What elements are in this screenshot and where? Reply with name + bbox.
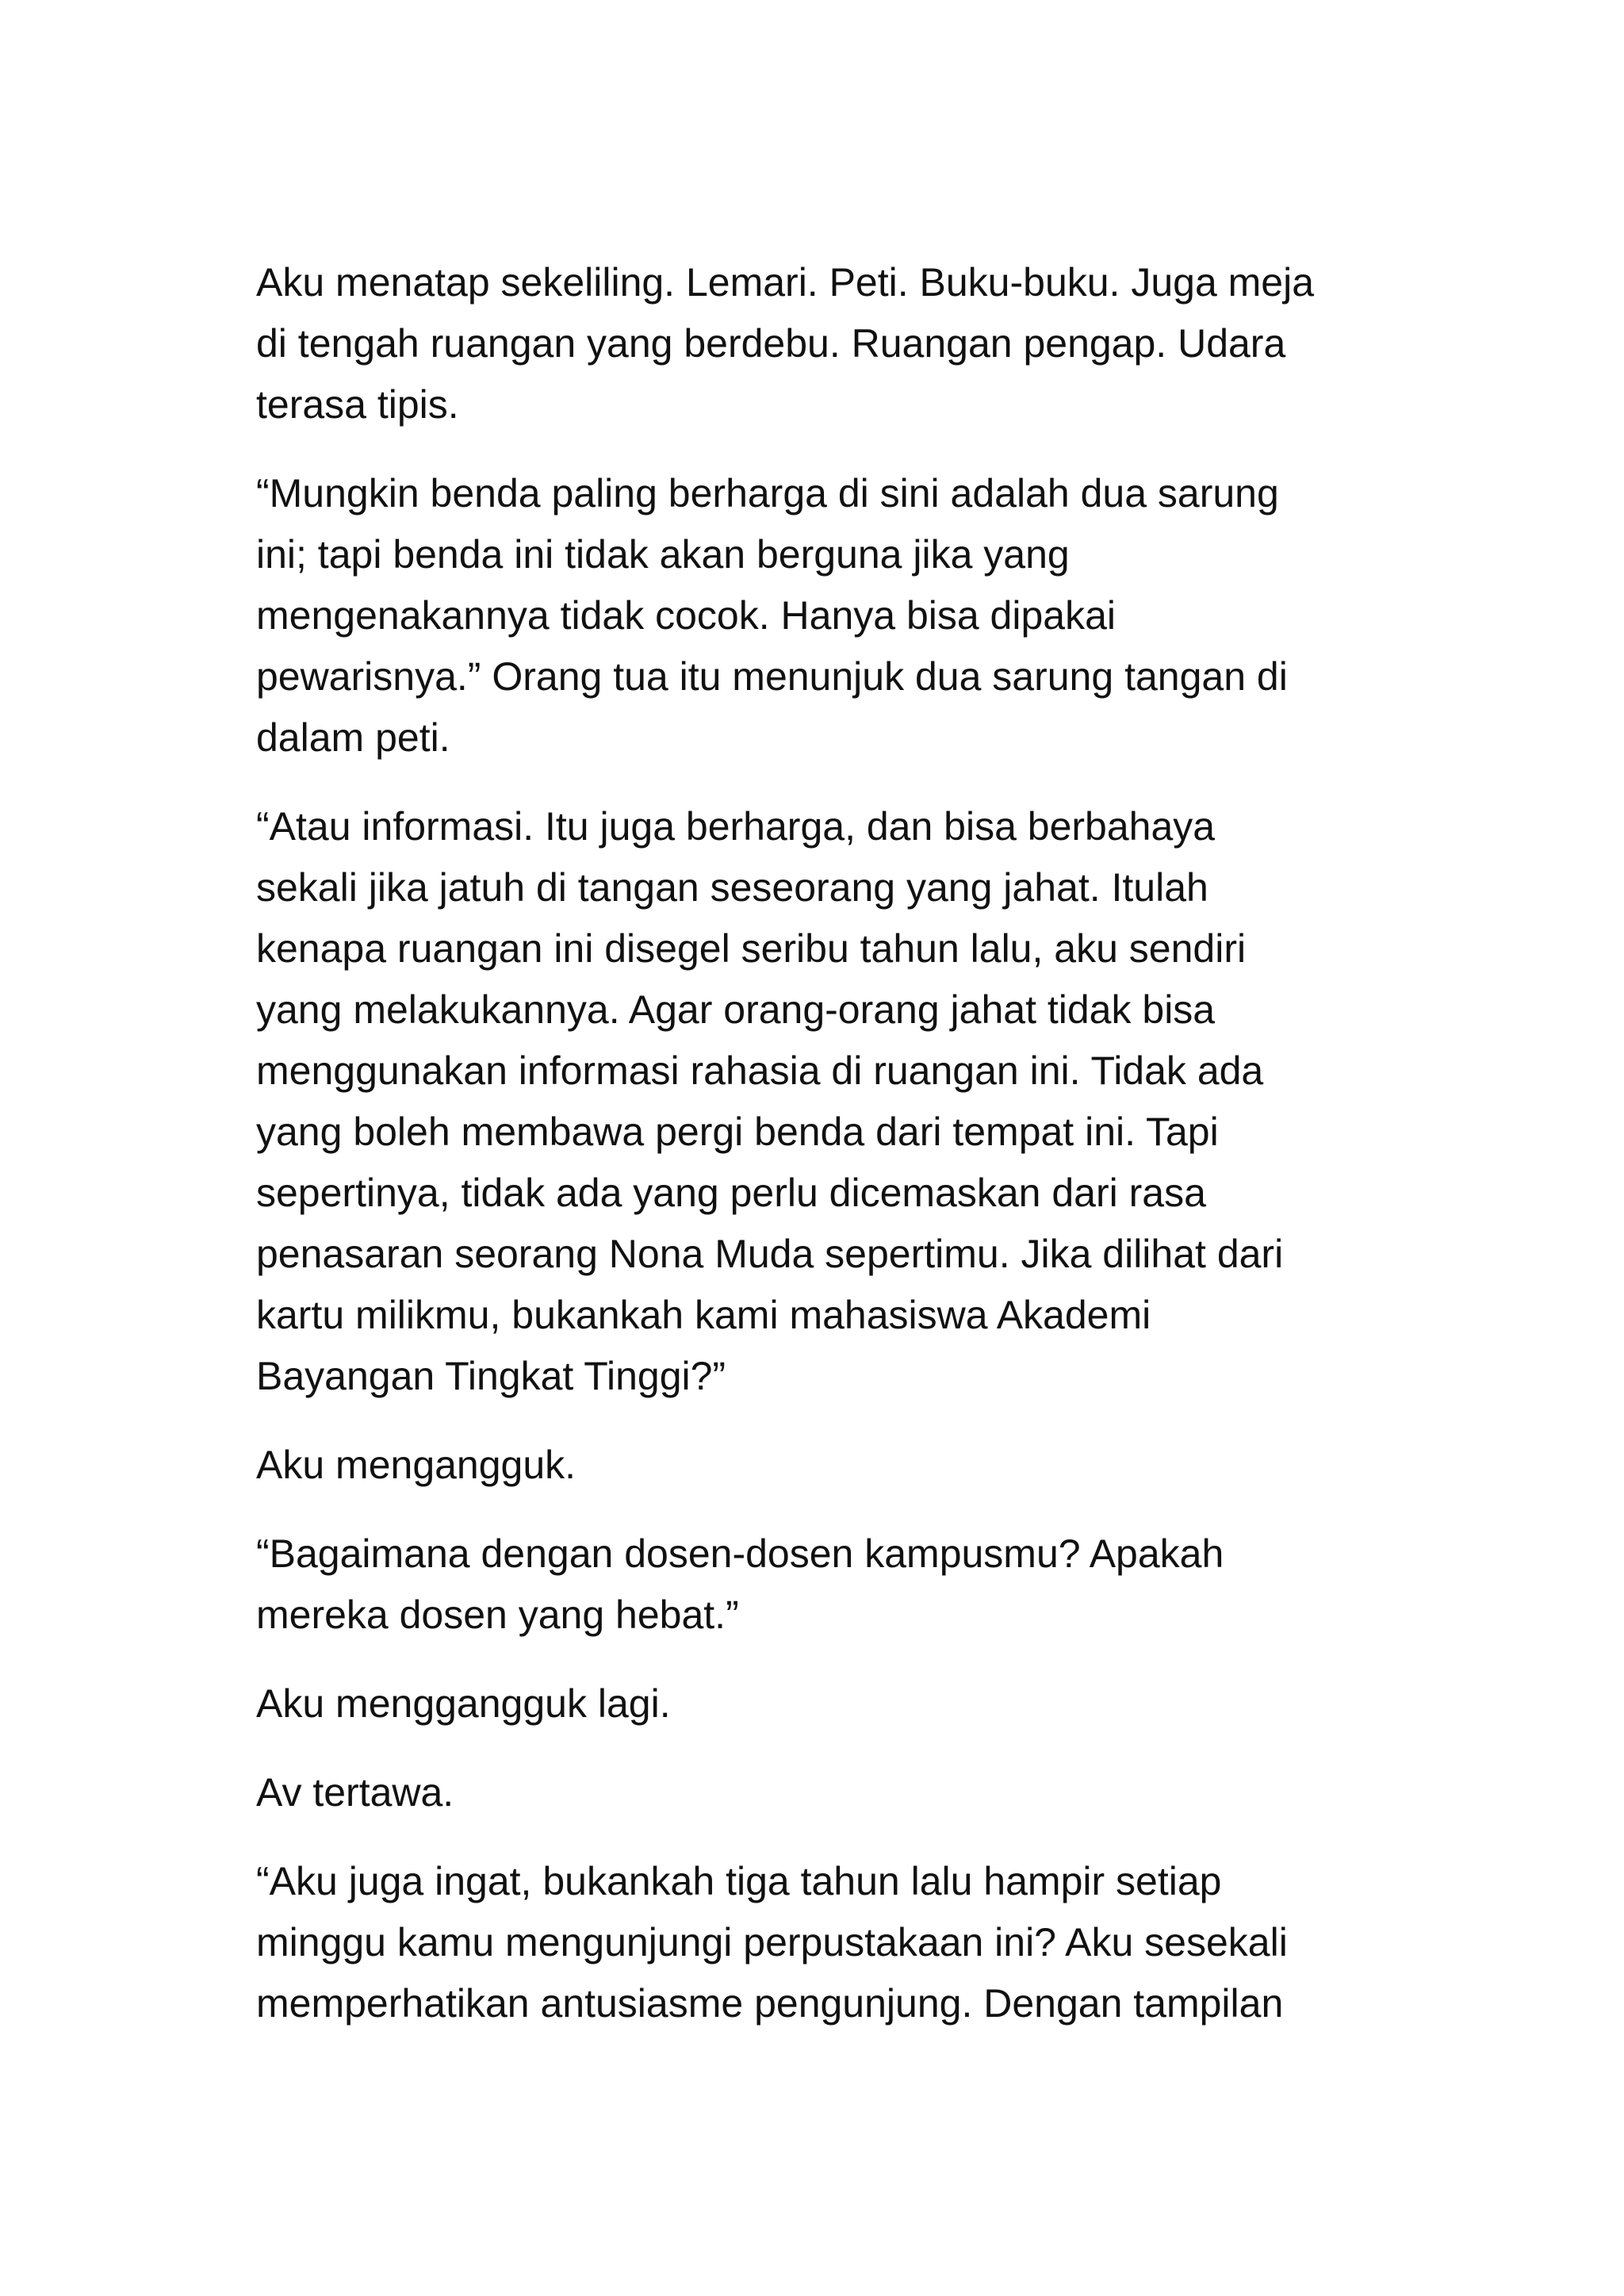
text-line: kartu milikmu, bukankah kami mahasiswa Akademi	[256, 1293, 1151, 1337]
text-line: kenapa ruangan ini disegel seribu tahun lalu, aku sendiri	[256, 926, 1247, 971]
text-line: Aku menggangguk lagi.	[256, 1681, 671, 1726]
text-line: Aku menatap sekeliling. Lemari. Peti. Buku-buku. Juga meja	[256, 260, 1315, 305]
paragraph	[256, 1851, 1382, 2034]
text-line: yang melakukannya. Agar orang-orang jahat tidak bisa	[256, 987, 1216, 1032]
text-line: Aku mengangguk.	[256, 1443, 576, 1487]
text-line: pewarisnya.” Orang tua itu menunjuk dua sarung tangan di	[256, 654, 1288, 699]
text-line: Av tertawa.	[256, 1770, 454, 1815]
paragraph	[256, 1673, 1382, 1734]
text-line: terasa tipis.	[256, 382, 459, 427]
text-line: “Bagaimana dengan dosen-dosen kampusmu? Apakah	[256, 1531, 1224, 1576]
text-line: dalam peti.	[256, 715, 450, 760]
text-line: Bayangan Tingkat Tinggi?”	[256, 1354, 726, 1398]
text-line: mereka dosen yang hebat.”	[256, 1593, 739, 1637]
text-line: sepertinya, tidak ada yang perlu dicemaskan dari rasa	[256, 1171, 1206, 1215]
text-line: sekali jika jatuh di tangan seseorang yang jahat. Itulah	[256, 865, 1208, 910]
text-line: “Aku juga ingat, bukankah tiga tahun lalu hampir setiap	[256, 1859, 1222, 1903]
text-line: minggu kamu mengunjungi perpustakaan ini? Aku sesekali	[256, 1920, 1288, 1964]
text-line: yang boleh membawa pergi benda dari tempat ini. Tapi	[256, 1110, 1219, 1154]
paragraph	[256, 463, 1382, 769]
text-line: mengenakannya tidak cocok. Hanya bisa dipakai	[256, 593, 1116, 638]
text-line: di tengah ruangan yang berdebu. Ruangan pengap. Udara	[256, 321, 1286, 366]
body-text	[256, 252, 1382, 2062]
paragraph	[256, 796, 1382, 1407]
text-line: “Mungkin benda paling berharga di sini adalah dua sarung	[256, 471, 1279, 516]
paragraph	[256, 1524, 1382, 1646]
text-line: memperhatikan antusiasme pengunjung. Dengan tampilan	[256, 1981, 1284, 2026]
text-line: “Atau informasi. Itu juga berharga, dan bisa berbahaya	[256, 804, 1216, 849]
paragraph	[256, 1435, 1382, 1496]
paragraph	[256, 1762, 1382, 1823]
text-line: penasaran seorang Nona Muda sepertimu. Jika dilihat dari	[256, 1232, 1284, 1276]
text-line: ini; tapi benda ini tidak akan berguna jika yang	[256, 532, 1070, 577]
text-line: menggunakan informasi rahasia di ruangan ini. Tidak ada	[256, 1048, 1264, 1093]
paragraph	[256, 252, 1382, 435]
